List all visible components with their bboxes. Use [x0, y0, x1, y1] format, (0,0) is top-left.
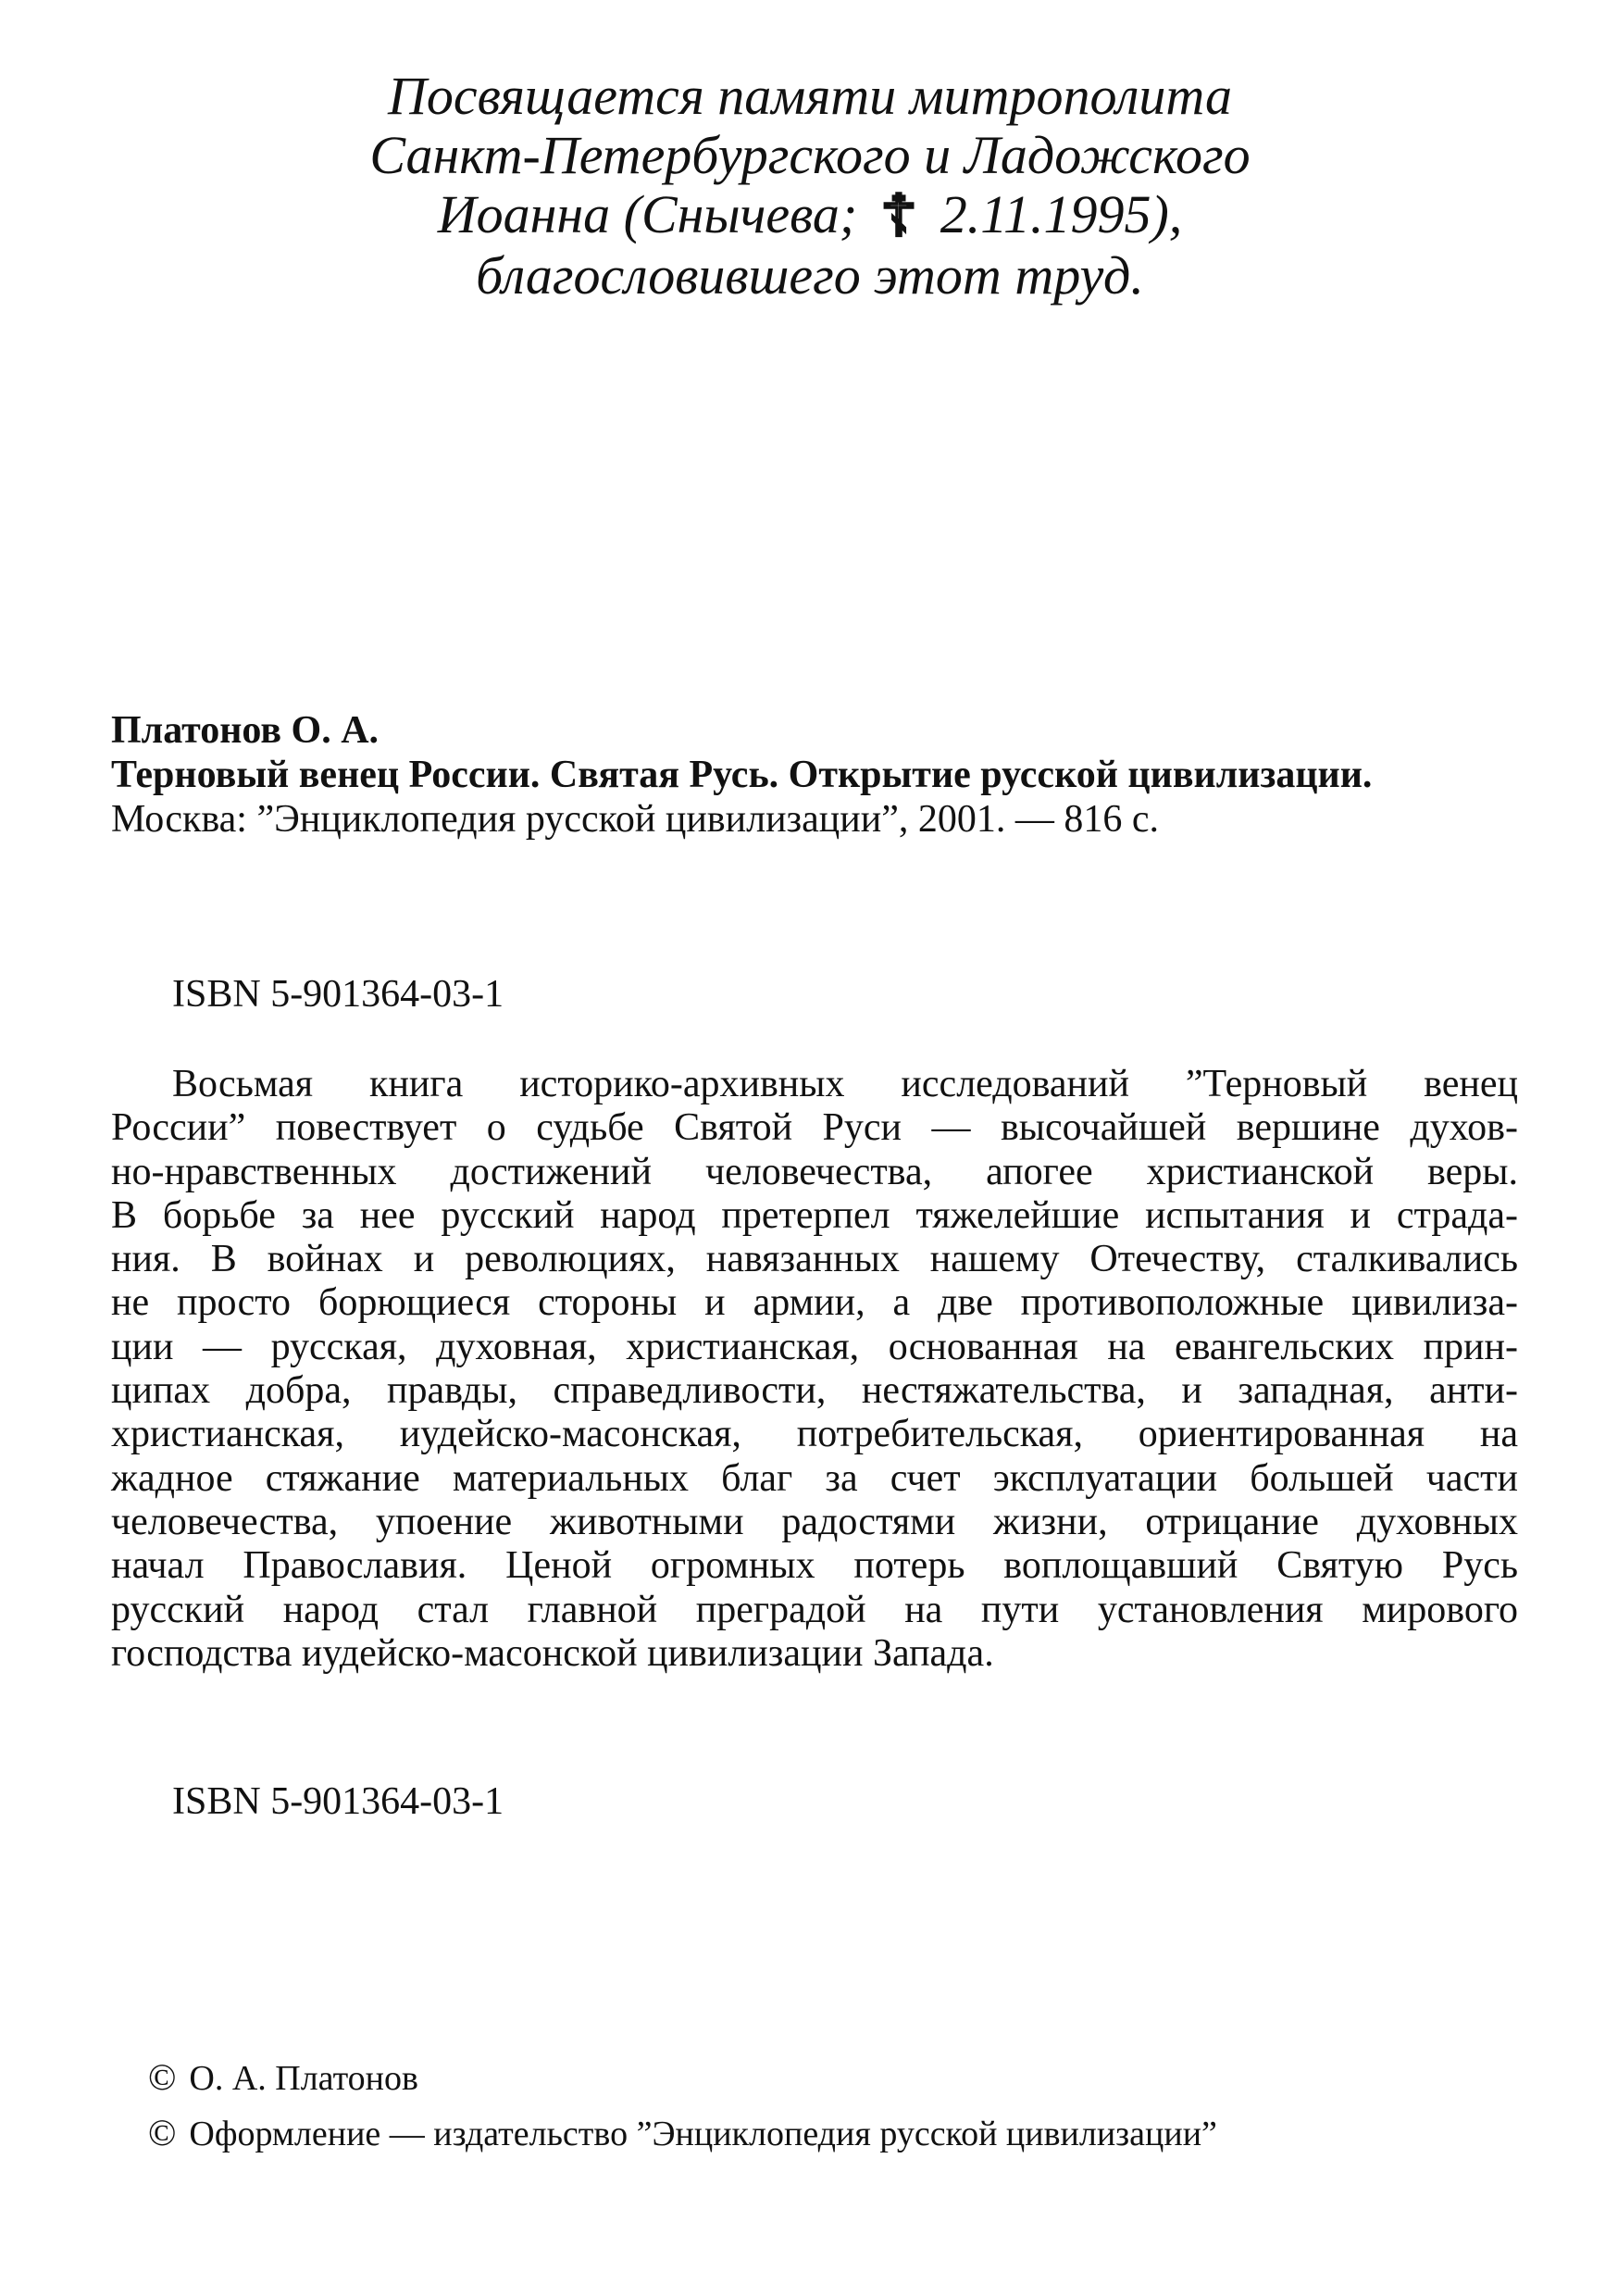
dedication [185, 67, 1435, 306]
copyright-author-name: О. А. Платонов [189, 2059, 418, 2098]
abstract-line: не просто борющиеся стороны и армии, а две противоположные цивилиза- [111, 1281, 1518, 1325]
abstract-line: человечества, упоение животными радостями жизни, отрицание духовных [111, 1500, 1518, 1543]
copyright-icon: © [148, 2112, 177, 2153]
dedication-line [185, 183, 1435, 249]
book-title: Терновый венец России. Святая Русь. Открытие русской цивилизации. [111, 754, 1373, 796]
abstract-line: но-нравственных достижений человечества, апогее христианской веры. [111, 1150, 1518, 1193]
dedication-line: Санкт-Петербургского и Ладожского [369, 125, 1251, 185]
orthodox-cross-icon: ☦ [879, 183, 918, 249]
copyright-design [148, 2113, 1217, 2154]
abstract-line: ции — русская, духовная, христианская, основанная на евангельских прин- [111, 1325, 1518, 1368]
abstract-line: Восьмая книга историко-архивных исследований ”Терновый венец [172, 1063, 1518, 1105]
abstract [111, 1063, 1518, 1676]
abstract-line: В борьбе за нее русский народ претерпел тяжелейшие испытания и страда- [111, 1193, 1518, 1237]
abstract-line: ния. В войнах и революциях, навязанных нашему Отечеству, сталкивались [111, 1238, 1518, 1281]
dedication-line: Посвящается памяти митрополита [388, 66, 1232, 126]
dedication-text: Иоанна (Снычева; [437, 184, 858, 244]
abstract-line: русский народ стал главной преградой на пути установления мирового [111, 1588, 1518, 1631]
bibliographic-record [111, 708, 1518, 842]
abstract-line: ципах добра, правды, справедливости, нестяжательства, и западная, анти- [111, 1369, 1518, 1413]
copyright-design-text: Оформление — издательство ”Энциклопедия русской цивилизации” [189, 2115, 1217, 2153]
imprint: Москва: ”Энциклопедия русской цивилизации”, 2001. — 816 с. [111, 798, 1159, 841]
author-name: Платонов О. А. [111, 709, 380, 752]
isbn-top: ISBN 5-901364-03-1 [172, 973, 504, 1016]
dedication-line: благословившего этот труд. [476, 245, 1144, 306]
copyright-author [148, 2057, 418, 2099]
abstract-line: христианская, иудейско-масонская, потребительская, ориентированная на [111, 1413, 1518, 1456]
abstract-line: России” повествует о судьбе Святой Руси — высочайшей вершине духов- [111, 1106, 1518, 1150]
abstract-line: начал Православия. Ценой огромных потерь воплощавший Святую Русь [111, 1544, 1518, 1588]
abstract-line: жадное стяжание материальных благ за счет эксплуатации большей части [111, 1456, 1518, 1500]
abstract-line: господства иудейско-масонской цивилизации Запада. [111, 1631, 994, 1675]
dedication-date: 2.11.1995), [940, 184, 1183, 244]
isbn-bottom: ISBN 5-901364-03-1 [172, 1780, 504, 1823]
copyright-icon: © [148, 2056, 177, 2098]
